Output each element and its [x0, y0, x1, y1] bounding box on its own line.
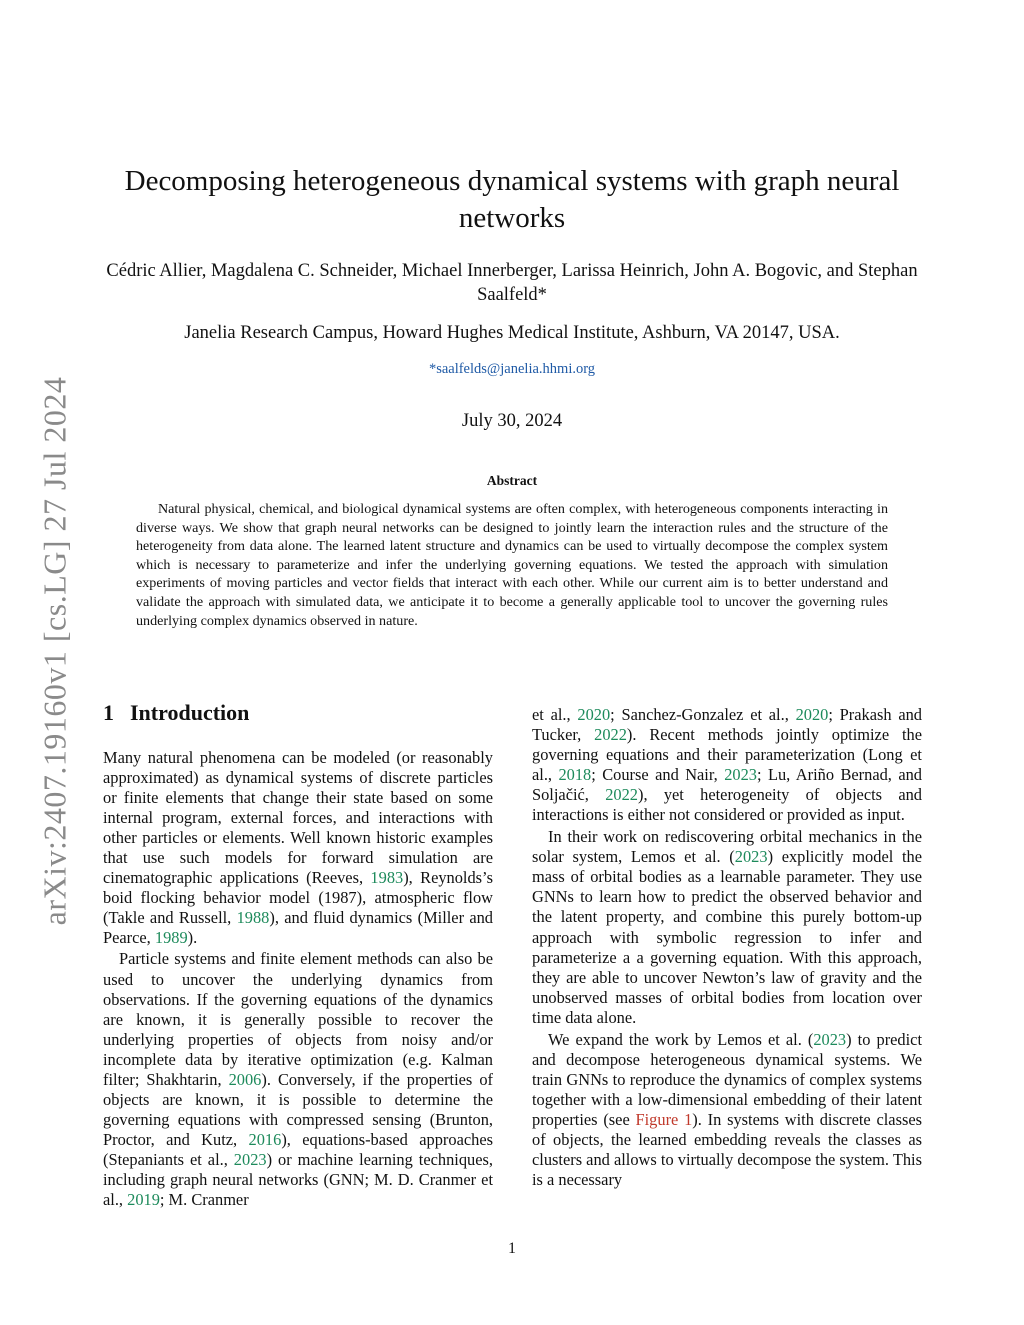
citation-link[interactable]: 2018	[558, 765, 592, 785]
citation-link[interactable]: 2023	[724, 765, 757, 785]
citation-link[interactable]: 2023	[734, 847, 768, 867]
figure-reference-link[interactable]: Figure 1	[635, 1109, 693, 1129]
abstract-heading: Abstract	[486, 473, 538, 488]
paragraph-intro-1: Many natural phenomena can be modeled (or reasonably approximated) as dynamical systems of discrete particles or finite elements that change their state based on some internal program, external forces, and interactions with other particles or elements. Well known historic examples that use such models for forward simulation are cinematographic applications (Reeves, 1983), Reynolds’s boid flocking behavior model (1987), atmospheric flow (Takle and Russell, 1988), and fluid dynamics (Miller and Pearce, 1989).	[103, 748, 494, 948]
citation-link[interactable]: 1989	[154, 928, 188, 948]
abstract-body: Natural physical, chemical, and biological dynamical systems are often complex, with heterogeneous components interacting in diverse ways. We show that graph neural networks can be designed to jointly learn the interaction rules and the structure of the heterogeneity from data alone. The learned latent structure and dynamics can be used to virtually decompose the complex system which is necessary to parameterize and infer the underlying governing equations. We tested the approach with simulation experiments of moving particles and vector fields that interact with each other. While our current aim is to better understand and validate the approach with simulated data, we anticipate it to become a generally applicable tool to uncover the governing rules underlying complex dynamics observed in nature.	[136, 501, 888, 629]
citation-link[interactable]: 1988	[236, 908, 270, 928]
citation-link[interactable]: 2023	[233, 1149, 267, 1169]
citation-link[interactable]: 2020	[577, 705, 611, 724]
left-column	[103, 700, 493, 1210]
citation-link[interactable]: 2019	[127, 1190, 160, 1210]
citation-link[interactable]: 2016	[248, 1129, 282, 1149]
paragraph-intro-4: We expand the work by Lemos et al. (2023) to predict and decompose heterogeneous dynamical systems. We train GNNs to reproduce the dynamics of complex systems together with a low-dimensional embedding of their latent properties (see Figure 1). In systems with discrete classes of objects, the learned embedding reveals the classes as clusters and allows to virtually decompose the system. This is a necessary	[532, 1029, 922, 1190]
section-number: 1	[103, 700, 114, 725]
paragraph-intro-3: In their work on rediscovering orbital mechanics in the solar system, Lemos et al. (2023) explicitly model the mass of orbital bodies as a learnable parameter. They use GNNs to learn how to predict the observed behavior and the latent property, and combine this purely bottom-up approach with symbolic regression to infer and parameterize a a governing equation. With this approach, they are able to uncover Newton’s law of gravity and the unobserved masses of orbital bodies from location over time data alone.	[532, 827, 922, 1027]
right-column	[532, 705, 922, 1190]
citation-link[interactable]: 2023	[813, 1029, 847, 1049]
section-heading	[103, 700, 493, 726]
section-title: Introduction	[130, 700, 250, 725]
citation-link[interactable]: 2020	[795, 705, 829, 724]
citation-link[interactable]: 2022	[605, 785, 638, 805]
arxiv-identifier: arXiv:2407.19160v1 [cs.LG] 27 Jul 2024	[36, 376, 73, 926]
citation-link[interactable]: 2022	[594, 725, 627, 745]
citation-link[interactable]: 2006	[228, 1069, 262, 1089]
affiliation: Janelia Research Campus, Howard Hughes Medical Institute, Ashburn, VA 20147, USA.	[184, 323, 840, 343]
paragraph-intro-2-continued: et al., 2020; Sanchez-Gonzalez et al., 2020; Prakash and Tucker, 2022). Recent methods jointly optimize the governing equations and their parameterization (Long et al., 2018; Course and Nair, 2023; Lu, Ariño Bernad, and Soljačić, 2022), yet heterogeneity of objects and interactions is either not considered or provided as input.	[532, 705, 922, 825]
corresponding-email-link[interactable]: *saalfelds@janelia.hhmi.org	[428, 361, 596, 377]
paper-title: Decomposing heterogeneous dynamical systems with graph neural networks	[124, 165, 900, 234]
publication-date: July 30, 2024	[461, 411, 563, 431]
page-number: 1	[508, 1240, 516, 1257]
paragraph-intro-2: Particle systems and finite element methods can also be used to uncover the underlying dynamics from observations. If the governing equations of the dynamics are known, it is generally possible to recover the underlying properties of objects from noisy and/or incomplete data by iterative optimization (e.g. Kalman filter; Shakhtarin, 2006). Conversely, if the properties of objects are known, it is possible to determine the governing equations with compressed sensing (Brunton, Proctor, and Kutz, 2016), equations-based approaches (Stepaniants et al., 2023) or machine learning techniques, including graph neural networks (GNN; M. D. Cranmer et al., 2019; M. Cranmer	[103, 949, 493, 1210]
author-list: Cédric Allier, Magdalena C. Schneider, Michael Innerberger, Larissa Heinrich, John A. Bogovic, and Stephan Saalfeld*	[106, 261, 918, 305]
citation-link[interactable]: 1983	[370, 868, 404, 888]
